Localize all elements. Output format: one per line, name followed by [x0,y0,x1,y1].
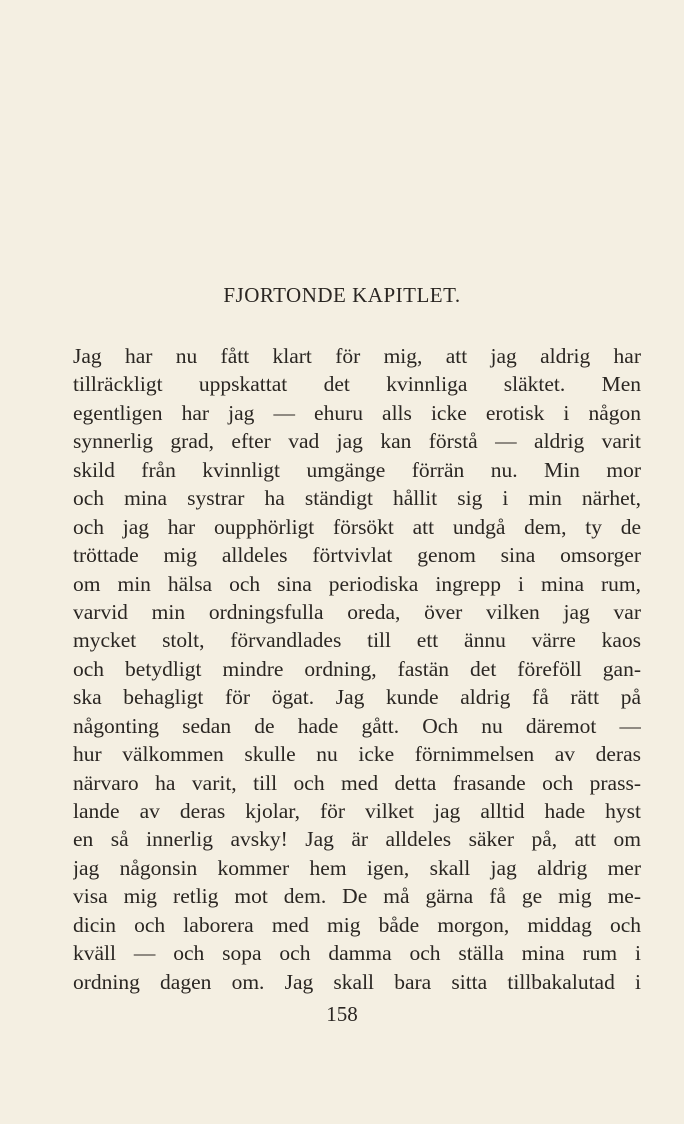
text-line: tröttade mig alldeles förtvivlat genom sina omsorger [73,543,641,568]
text-line: synnerlig grad, efter vad jag kan förstå — aldrig varit [73,429,641,454]
body-text [73,342,641,996]
chapter-title: FJORTONDE KAPITLET. [223,283,461,307]
text-line: en så innerlig avsky! Jag är alldeles säker på, att om [73,827,641,852]
text-line: hur välkommen skulle nu icke förnimmelsen av deras [73,742,641,767]
text-line: jag någonsin kommer hem igen, skall jag aldrig mer [73,855,641,880]
text-line: närvaro ha varit, till och med detta frasande och prass- [73,770,641,795]
text-line: och betydligt mindre ordning, fastän det föreföll gan- [73,656,641,681]
page-number: 158 [326,1002,358,1026]
text-line: ska behagligt för ögat. Jag kunde aldrig få rätt på [73,685,641,710]
text-line: varvid min ordningsfulla oreda, över vilken jag var [73,599,641,624]
text-line: dicin och laborera med mig både morgon, middag och [73,912,641,937]
text-line: lande av deras kjolar, för vilket jag alltid hade hyst [73,799,641,823]
text-line: mycket stolt, förvandlades till ett ännu värre kaos [73,628,641,653]
text-line: och jag har oupphörligt försökt att undgå dem, ty de [73,514,641,539]
text-line: egentligen har jag — ehuru alls icke erotisk i någon [73,400,641,425]
text-line: och mina systrar ha ständigt hållit sig i min närhet, [73,486,641,511]
text-line: skild från kvinnligt umgänge förrän nu. Min mor [73,457,641,482]
text-line: kväll — och sopa och damma och ställa mina rum i [73,941,641,966]
text-line: ordning dagen om. Jag skall bara sitta tillbakalutad i [73,969,641,994]
text-line: tillräckligt uppskattat det kvinnliga släktet. Men [73,372,641,397]
text-line: någonting sedan de hade gått. Och nu däremot — [73,713,641,738]
text-line: visa mig retlig mot dem. De må gärna få ge mig me- [73,884,641,909]
text-line: om min hälsa och sina periodiska ingrepp i mina rum, [73,571,641,596]
text-line: Jag har nu fått klart för mig, att jag aldrig har [73,344,641,368]
